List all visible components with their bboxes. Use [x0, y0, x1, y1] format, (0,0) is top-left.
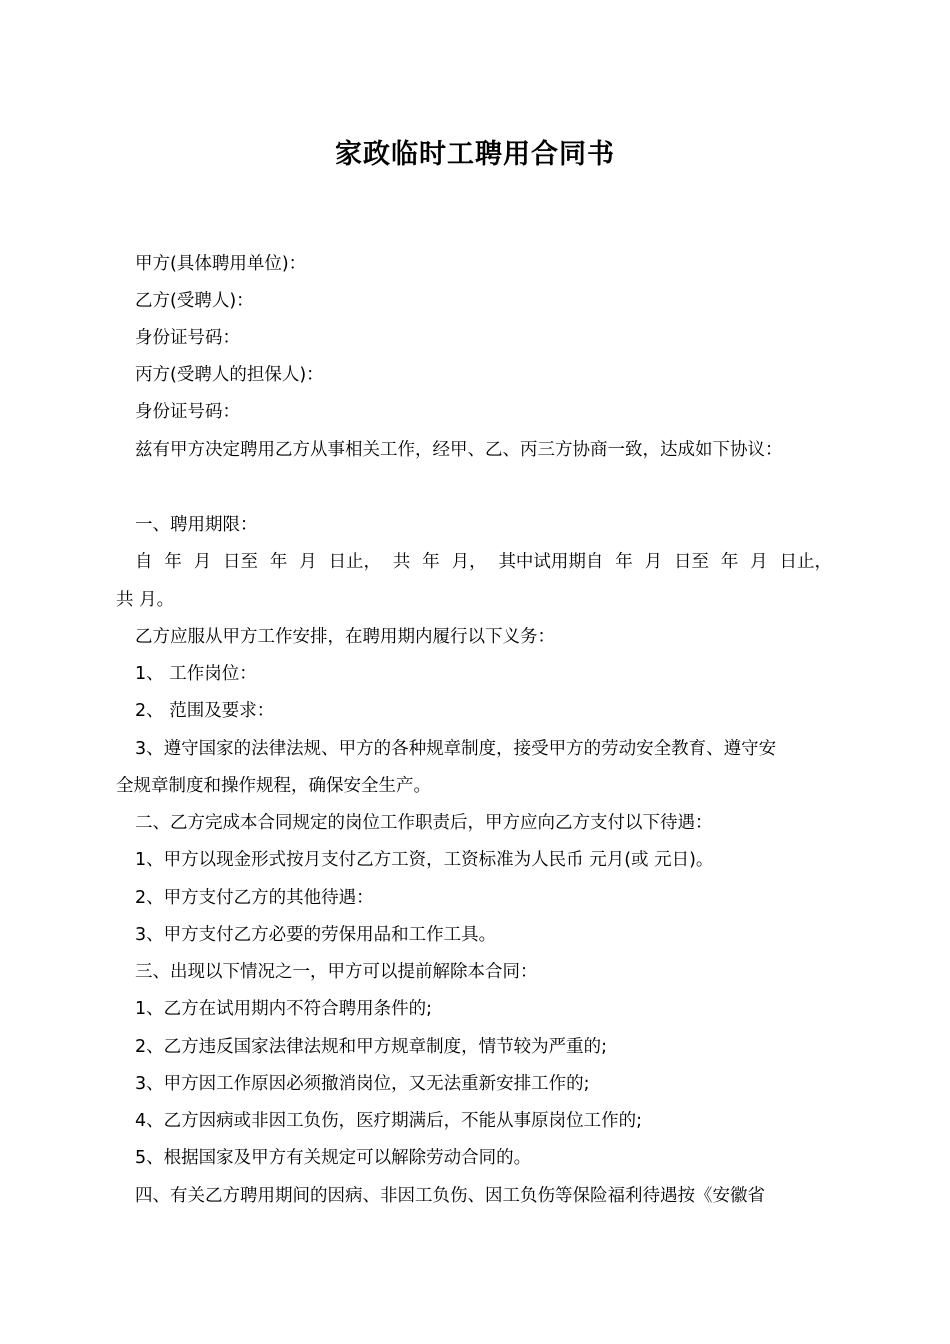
- employment-period-cont: 共 月。: [116, 590, 175, 610]
- duty-item-1: 1、 工作岗位：: [135, 664, 257, 684]
- duty-item-3: 3、遵守国家的法律法规、甲方的各种规章制度，接受甲方的劳动安全教育、遵守安: [135, 739, 777, 759]
- party-a-line: 甲方(具体聘用单位)：: [135, 254, 307, 274]
- section3-heading: 三、出现以下情况之一，甲方可以提前解除本合同：: [135, 962, 538, 982]
- period-token: 月，: [451, 552, 487, 572]
- benefit-item-2: 2、甲方支付乙方的其他待遇：: [135, 888, 374, 908]
- duty-item-3-cont: 全规章制度和操作规程，确保安全生产。: [116, 776, 431, 796]
- period-token: 月: [193, 552, 212, 572]
- period-token: 日至: [223, 552, 259, 572]
- period-token: 年: [164, 552, 182, 572]
- termination-item-4: 4、乙方因病或非因工负伤，医疗期满后，不能从事原岗位工作的;: [135, 1111, 643, 1131]
- benefit-item-3: 3、甲方支付乙方必要的劳保用品和工作工具。: [135, 925, 497, 945]
- period-token: 其中试用期自: [498, 552, 604, 572]
- termination-item-2: 2、乙方违反国家法律法规和甲方规章制度，情节较为严重的;: [135, 1037, 608, 1057]
- agreement-intro: 兹有甲方决定聘用乙方从事相关工作，经甲、乙、丙三方协商一致，达成如下协议：: [135, 440, 783, 460]
- period-token: 年: [720, 552, 739, 572]
- period-token: 月: [299, 552, 317, 572]
- party-b-id-line: 身份证号码：: [135, 328, 240, 348]
- party-b-line: 乙方(受聘人)：: [135, 291, 254, 311]
- period-token: 共: [392, 552, 411, 572]
- party-c-id-line: 身份证号码：: [135, 402, 240, 422]
- party-c-line: 丙方(受聘人的担保人)：: [135, 365, 324, 385]
- section1-heading: 一、聘用期限：: [135, 515, 258, 535]
- period-token: 日止，: [779, 552, 832, 572]
- benefit-item-1: 1、甲方以现金形式按月支付乙方工资，工资标准为人民币 元月(或 元日)。: [135, 850, 714, 870]
- period-token: 月: [644, 552, 663, 572]
- termination-item-5: 5、根据国家及甲方有关规定可以解除劳动合同的。: [135, 1148, 532, 1168]
- duty-intro: 乙方应服从甲方工作安排，在聘用期内履行以下义务：: [135, 627, 555, 647]
- period-token: 日止，: [328, 552, 382, 572]
- period-token: 年: [422, 552, 440, 572]
- period-token: 日至: [673, 552, 709, 572]
- document-title: 家政临时工聘用合同书: [335, 139, 615, 170]
- duty-item-2: 2、 范围及要求：: [135, 701, 275, 721]
- termination-item-1: 1、乙方在试用期内不符合聘用条件的;: [135, 999, 433, 1019]
- period-token: 年: [615, 552, 633, 572]
- period-token: 年: [269, 552, 288, 572]
- section2-heading: 二、乙方完成本合同规定的岗位工作职责后，甲方应向乙方支付以下待遇：: [135, 813, 713, 833]
- termination-item-3: 3、甲方因工作原因必须撤消岗位，又无法重新安排工作的;: [135, 1074, 590, 1094]
- employment-period-line: [135, 550, 832, 574]
- period-token: 月: [750, 552, 768, 572]
- period-token: 自: [135, 552, 153, 572]
- section4-heading: 四、有关乙方聘用期间的因病、非因工负伤、因工负伤等保险福利待遇按《安徽省: [135, 1186, 765, 1206]
